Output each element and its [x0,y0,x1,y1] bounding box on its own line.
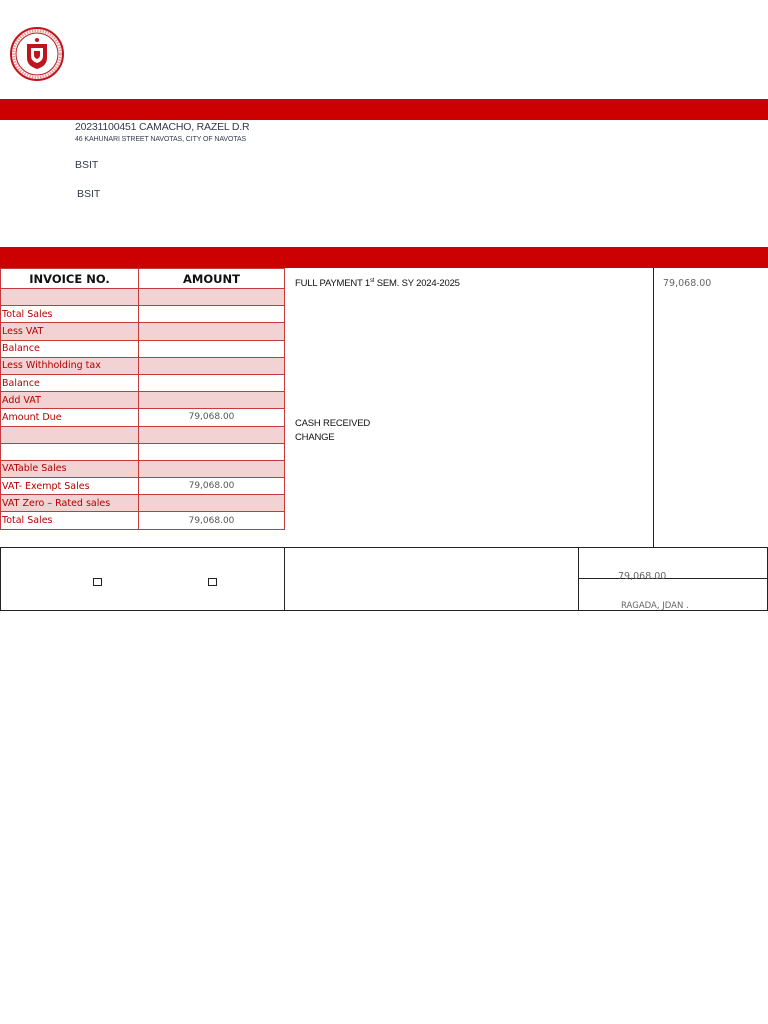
row-label [1,426,139,443]
table-row [1,340,285,357]
payment-description-sup: st [369,278,375,284]
student-id-name: 20231100451 CAMACHO, RAZEL D.R [75,121,250,133]
table-row [1,426,285,443]
table-row [1,512,285,529]
row-amount [139,340,285,357]
section-band [0,247,768,268]
table-row [1,460,285,477]
amount-value: 79,068.00 [663,278,712,289]
row-label: Total Sales [1,512,139,529]
row-label: Balance [1,340,139,357]
row-amount: 79,068.00 [139,478,285,495]
cash-received-label: CASH RECEIVED [295,418,371,429]
row-amount [139,460,285,477]
row-amount [139,426,285,443]
invoice-table [0,268,285,530]
payment-description-main: FULL PAYMENT 1 [295,278,370,290]
checkbox[interactable] [93,578,102,586]
row-label: VAT- Exempt Sales [1,478,139,495]
table-row [1,392,285,409]
table-row [1,409,285,426]
row-amount [139,392,285,409]
divider [284,548,285,610]
change-label: CHANGE [295,432,335,443]
amount-column [654,268,768,547]
university-seal-logo [10,27,64,81]
row-amount: 79,068.00 [139,512,285,529]
row-amount [139,443,285,460]
row-amount [139,374,285,391]
table-row [1,478,285,495]
row-amount [139,323,285,340]
divider [579,578,767,579]
student-course-secondary: BSIT [77,188,101,200]
student-address: 46 KAHUNARI STREET NAVOTAS, CITY OF NAVOTAS [75,136,247,143]
divider [578,548,579,610]
table-row [1,374,285,391]
checkbox[interactable] [208,578,217,586]
row-label: Total Sales [1,306,139,323]
row-amount: 79,068.00 [139,409,285,426]
row-label: Less Withholding tax [1,357,139,374]
table-row [1,323,285,340]
row-label: Balance [1,374,139,391]
table-row [1,495,285,512]
header-band [0,99,768,120]
row-amount [139,357,285,374]
row-amount [139,306,285,323]
row-label: VATable Sales [1,460,139,477]
footer-total: 79,068.00 [618,571,667,582]
row-amount [139,495,285,512]
row-label: Amount Due [1,409,139,426]
table-row [1,289,285,306]
row-label [1,443,139,460]
amount-header: AMOUNT [139,269,285,289]
cashier-name: RAGADA, JDAN . [621,601,689,611]
table-row [1,443,285,460]
row-label: Less VAT [1,323,139,340]
row-label: Add VAT [1,392,139,409]
row-amount [139,289,285,306]
payment-description-rest: SEM. SY 2024-2025 [374,278,460,290]
student-course: BSIT [75,159,99,171]
row-label: VAT Zero – Rated sales [1,495,139,512]
table-row [1,357,285,374]
invoice-no-header: INVOICE NO. [1,269,139,289]
payment-description [295,278,460,289]
row-label [1,289,139,306]
footer-box [0,547,768,611]
table-row [1,306,285,323]
description-box [284,268,654,547]
